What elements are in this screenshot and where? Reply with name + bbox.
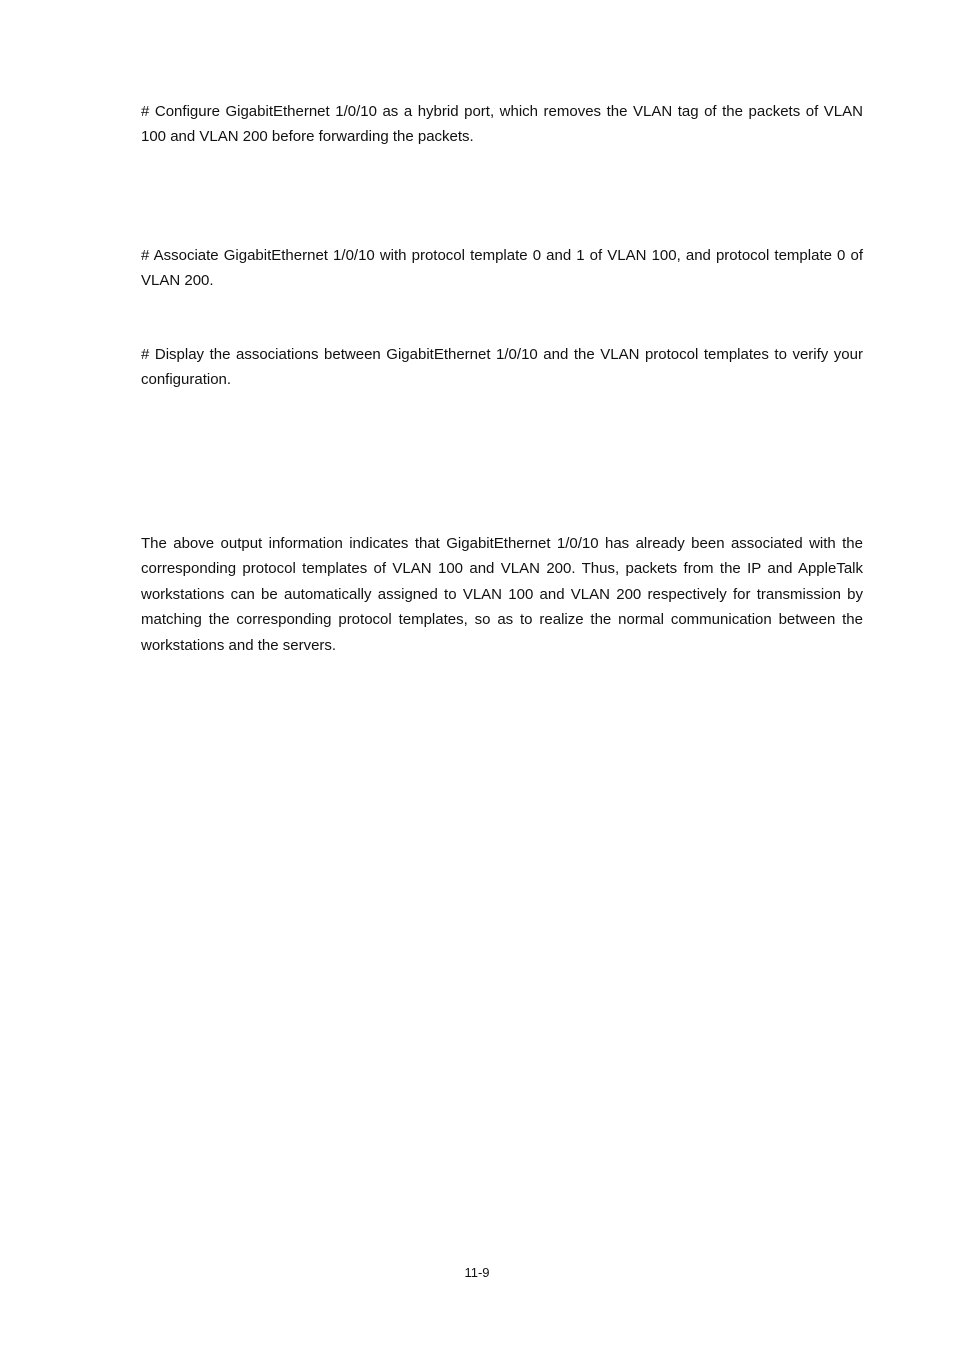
page-number: 11-9 [464, 1265, 490, 1280]
instruction-configure-hybrid-port: # Configure GigabitEthernet 1/0/10 as a hybrid port, which removes the VLAN tag of the packets of VLAN 100 and VLAN 200 before forwarding the packets. [141, 103, 863, 146]
explanation-paragraph: The above output information indicates that GigabitEthernet 1/0/10 has already been associated with the corresponding protocol templates of VLAN 100 and VLAN 200. Thus, packets from the IP and AppleTalk workstations can be automatically assigned to VLAN 100 and VLAN 200 respectively for transmission by matching the corresponding protocol templates, so as to realize the normal communication between the workstations and the servers. [141, 535, 863, 654]
instruction-associate-protocol-templates: # Associate GigabitEthernet 1/0/10 with protocol template 0 and 1 of VLAN 100, and protocol template 0 of VLAN 200. [141, 247, 863, 290]
instruction-display-associations: # Display the associations between GigabitEthernet 1/0/10 and the VLAN protocol templates to verify your configuration. [141, 346, 863, 389]
